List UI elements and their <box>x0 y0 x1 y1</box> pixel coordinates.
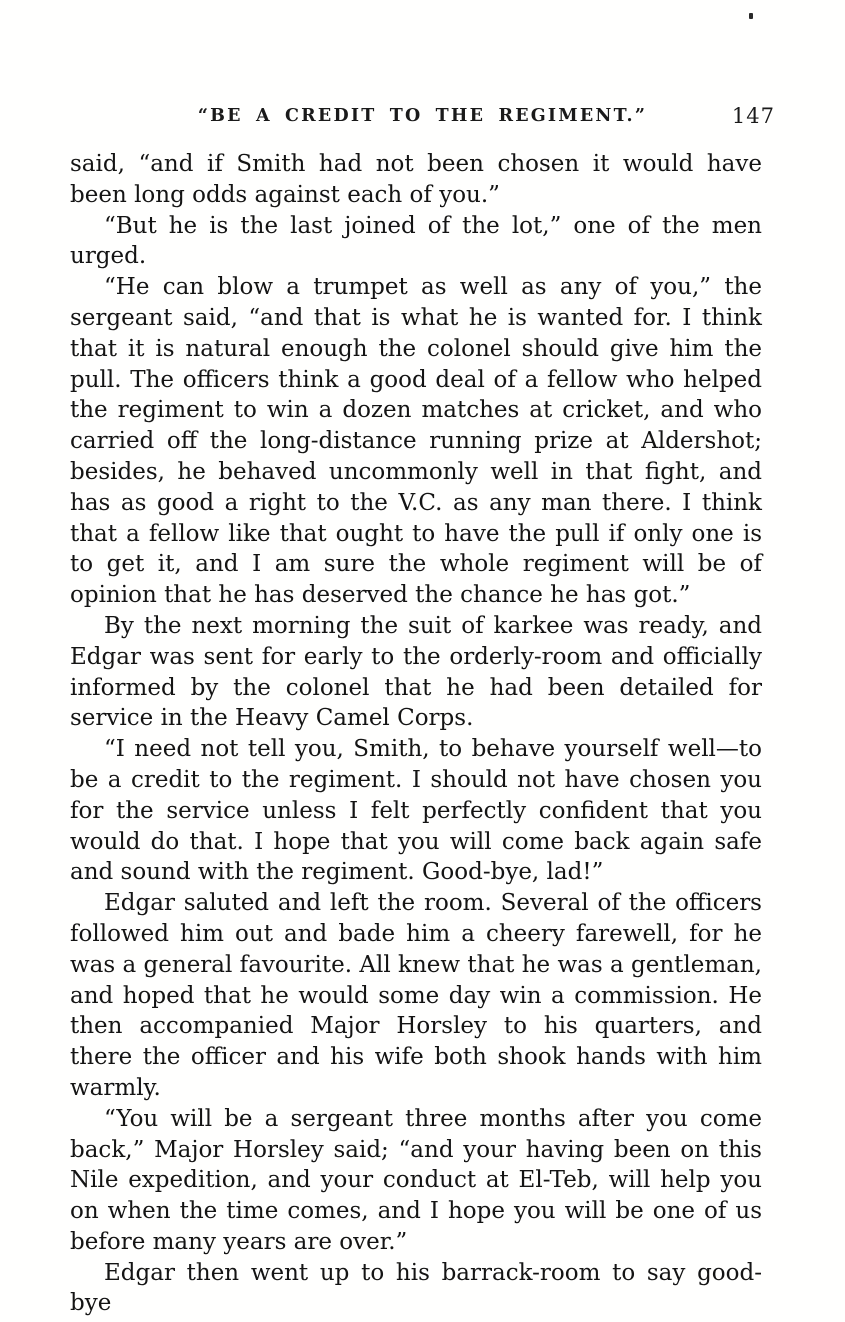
page-number: 147 <box>731 104 775 128</box>
paragraph: “But he is the last joined of the lot,” one of the men urged. <box>70 212 762 270</box>
paragraph: said, “and if Smith had not been chosen it would have been long odds against each of you.” <box>70 151 762 208</box>
paragraph: “He can blow a trumpet as well as any of you,” the sergeant said, “and that is what he is wanted for. I think that it is natural enough the colonel should give him the pull. The officers think a good deal of a fellow who helped the regiment to win a dozen matches at cricket, and who carried off the long-distance running prize at Aldershot; besides, he behaved uncommonly well in that fight, and has as good a right to the V.C. as any man there. I think that a fellow like that ought to have the pull if only one is to get it, and I am sure the whole regiment will be of opinion that he has deserved the chance he has got.” <box>70 274 762 609</box>
page-body <box>70 149 762 1319</box>
page-header <box>70 106 775 136</box>
running-head-title: “BE A CREDIT TO THE REGIMENT.” <box>197 106 648 126</box>
paragraph: Edgar then went up to his barrack-room to say good-bye <box>70 1259 762 1317</box>
scan-speck-artifact <box>749 13 753 19</box>
paragraph: Edgar saluted and left the room. Several of the officers followed him out and bade him a cheery farewell, for he was a general favourite. All knew that he was a gentleman, and hoped that he would some day win a commission. He then accompanied Major Horsley to his quarters, and there the officer and his wife both shook hands with him warmly. <box>70 890 762 1101</box>
paragraph: “You will be a sergeant three months after you come back,” Major Horsley said; “and your having been on this Nile expedition, and your conduct at El-Teb, will help you on when the time comes, and I hope you will be one of us before many years are over.” <box>70 1105 762 1255</box>
paragraph: By the next morning the suit of karkee was ready, and Edgar was sent for early to the orderly-room and officially informed by the colonel that he had been detailed for service in the Heavy Camel Corps. <box>70 612 762 732</box>
paragraph: “I need not tell you, Smith, to behave yourself well—to be a credit to the regiment. I should not have chosen you for the service unless I felt perfectly confident that you would do that. I hope that you will come back again safe and sound with the regiment. Good-bye, lad!” <box>70 736 762 886</box>
